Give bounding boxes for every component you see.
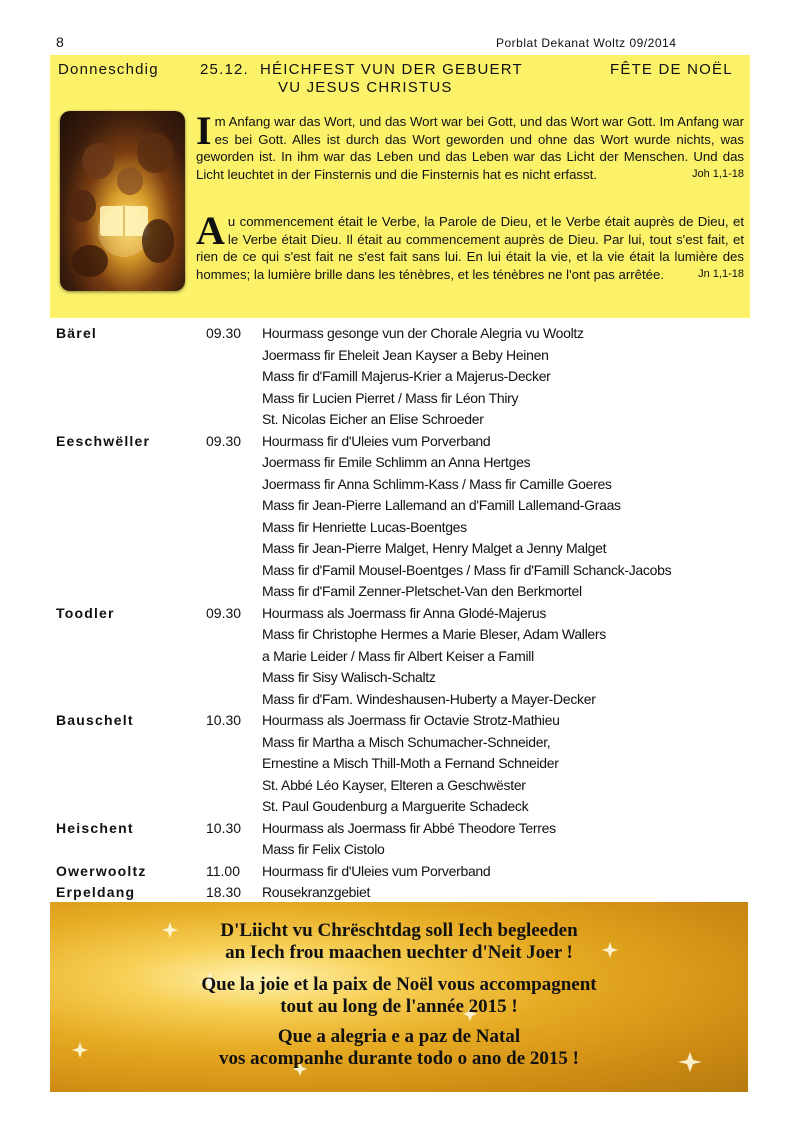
schedule-row (56, 411, 746, 433)
greeting-fr-line2: tout au long de l'année 2015 ! (280, 996, 518, 1017)
header-fete: FÊTE DE NOËL (610, 61, 733, 78)
schedule-row (56, 841, 746, 863)
schedule-intention: Mass fir Martha a Misch Schumacher-Schneider, (262, 733, 551, 750)
schedule-time: 09.30 (206, 604, 242, 621)
schedule-time: 10.30 (206, 819, 242, 836)
scripture-german (196, 108, 744, 183)
schedule-intention: Mass fir Jean-Pierre Lallemand an d'Famill Lallemand-Graas (262, 497, 621, 513)
schedule-intention: St. Nicolas Eicher an Elise Schroeder (262, 411, 484, 427)
scripture-french-ref: Jn 1,1-18 (698, 267, 744, 280)
schedule-place: Heischent (56, 819, 134, 836)
schedule-place: Bärel (56, 325, 98, 341)
schedule-row (56, 325, 746, 347)
schedule-row (56, 540, 746, 562)
schedule-intention: Mass fir Henriette Lucas-Boentges (262, 518, 467, 535)
header-title (260, 61, 580, 97)
nativity-image (60, 111, 185, 291)
schedule-intention: Hourmass als Joermass fir Anna Glodé-Majerus (262, 604, 547, 621)
schedule-row (56, 454, 746, 476)
schedule-intention: Hourmass fir d'Uleies vum Porverband (262, 432, 491, 449)
schedule-intention: Mass fir Lucien Pierret / Mass fir Léon Thiry (262, 389, 519, 406)
schedule-place: Bauschelt (56, 712, 134, 728)
schedule-row (56, 734, 746, 756)
greeting-pt-line1: Que a alegria e a paz de Natal (277, 1026, 521, 1047)
schedule-row (56, 648, 746, 670)
greeting-portuguese (50, 1026, 748, 1070)
schedule-row (56, 433, 746, 455)
schedule-row (56, 476, 746, 498)
schedule-row (56, 712, 746, 734)
schedule-intention: Mass fir Felix Cistolo (262, 841, 385, 857)
schedule-row (56, 777, 746, 799)
schedule-time: 09.30 (206, 325, 242, 341)
schedule-intention: Ernestine a Misch Thill-Moth a Fernand Schneider (262, 755, 559, 771)
schedule-intention: Mass fir Jean-Pierre Malget, Henry Malget a Jenny Malget (262, 540, 607, 556)
nativity-illustration (60, 111, 185, 291)
schedule-time: 09.30 (206, 432, 242, 449)
scripture-german-text: m Anfang war das Wort, und das Wort war bei Gott, und das Wort war Gott. Im Anfang war es bei Gott. Alles ist durch das Wort geworden und ohne das Wort wurde nichts, was geworden ist. In ihm war das Leben und das Leben war das Licht der Menschen. Und das Licht leuchtet in der Finsternis und die Finsternis hat es nicht erfasst. (196, 114, 744, 182)
header-date: 25.12. (200, 61, 249, 78)
schedule-intention: St. Paul Goudenburg a Marguerite Schadeck (262, 798, 529, 814)
schedule-row (56, 691, 746, 713)
header-day: Donneschdig (58, 61, 159, 78)
schedule-intention: Joermass fir Anna Schlimm-Kass / Mass fir Camille Goeres (262, 475, 612, 492)
schedule-row (56, 562, 746, 584)
schedule-intention: Hourmass als Joermass fir Abbé Theodore Terres (262, 819, 556, 836)
schedule-place: Owerwooltz (56, 862, 147, 879)
schedule-intention: Joermass fir Emile Schlimm an Anna Hertges (262, 454, 531, 470)
schedule-intention: Hourmass fir d'Uleies vum Porverband (262, 862, 491, 879)
schedule-row (56, 863, 746, 885)
schedule-row (56, 497, 746, 519)
scripture-german-ref: Joh 1,1-18 (692, 167, 744, 180)
schedule-intention: Hourmass als Joermass fir Octavie Strotz-Mathieu (262, 712, 560, 728)
header-title-line1: HÉICHFEST VUN DER GEBUERT (260, 61, 523, 78)
schedule-place: Eeschwëller (56, 432, 151, 449)
schedule-intention: Mass fir d'Famil Mousel-Boentges / Mass fir d'Famill Schanck-Jacobs (262, 561, 672, 578)
scripture-french-text: u commencement était le Verbe, la Parole de Dieu, et le Verbe était auprès de Dieu, et le Verbe était Dieu. Il était au commencement auprès de Dieu. Par lui, tout s'est fait, et rien de ce qui s'est fait ne s'est fait sans lui. En lui était la vie, et la vie était la lumière des hommes; la lumière brille dans les ténèbres, et les ténèbres ne l'ont pas arrêtée. (196, 214, 744, 282)
schedule-row (56, 347, 746, 369)
schedule-row (56, 368, 746, 390)
schedule-time: 18.30 (206, 884, 242, 900)
schedule-row (56, 519, 746, 541)
schedule-row (56, 669, 746, 691)
schedule-intention: a Marie Leider / Mass fir Albert Keiser a Famill (262, 647, 534, 664)
schedule-row (56, 583, 746, 605)
schedule-intention: Rousekranzgebiet (262, 884, 371, 900)
schedule-intention: Joermass fir Eheleit Jean Kayser a Beby Heinen (262, 346, 549, 363)
schedule-intention: Mass fir d'Famil Zenner-Pletschet-Van den Berkmortel (262, 583, 582, 599)
schedule-row (56, 605, 746, 627)
mass-schedule (56, 325, 746, 906)
schedule-intention: Hourmass gesonge vun der Chorale Alegria vu Wooltz (262, 325, 584, 341)
bulletin-title: Porblat Dekanat Woltz 09/2014 (496, 36, 677, 50)
dropcap-i: I (196, 108, 212, 153)
schedule-intention: Mass fir d'Fam. Windeshausen-Huberty a Mayer-Decker (262, 690, 596, 707)
christmas-header-box (50, 55, 750, 318)
schedule-row (56, 798, 746, 820)
dropcap-a: A (196, 208, 225, 253)
schedule-intention: Mass fir Christophe Hermes a Marie Bleser, Adam Wallers (262, 626, 606, 642)
greeting-french (50, 974, 748, 1018)
schedule-row (56, 755, 746, 777)
schedule-intention: St. Abbé Léo Kayser, Elteren a Geschwëster (262, 776, 526, 793)
schedule-intention: Mass fir d'Famill Majerus-Krier a Majerus-Decker (262, 368, 551, 384)
header-title-line2: VU JESUS CHRISTUS (278, 79, 453, 96)
schedule-row (56, 820, 746, 842)
greeting-fr-line1: Que la joie et la paix de Noël vous accompagnent (201, 974, 597, 995)
schedule-place: Erpeldang (56, 884, 136, 900)
schedule-row (56, 626, 746, 648)
schedule-place: Toodler (56, 604, 115, 621)
greetings-banner (50, 902, 748, 1092)
greeting-pt-line2: vos acompanhe durante todo o ano de 2015 ! (219, 1048, 579, 1069)
greeting-luxembourgish (50, 920, 748, 964)
page-number: 8 (56, 34, 64, 50)
greeting-lb-line2: an Iech frou maachen uechter d'Neit Joer ! (225, 942, 573, 963)
schedule-intention: Mass fir Sisy Walisch-Schaltz (262, 669, 436, 685)
schedule-time: 10.30 (206, 712, 242, 728)
schedule-time: 11.00 (206, 862, 240, 879)
greeting-lb-line1: D'Liicht vu Chrëschtdag soll Iech begleeden (220, 920, 578, 941)
scripture-french (196, 208, 744, 283)
schedule-row (56, 390, 746, 412)
